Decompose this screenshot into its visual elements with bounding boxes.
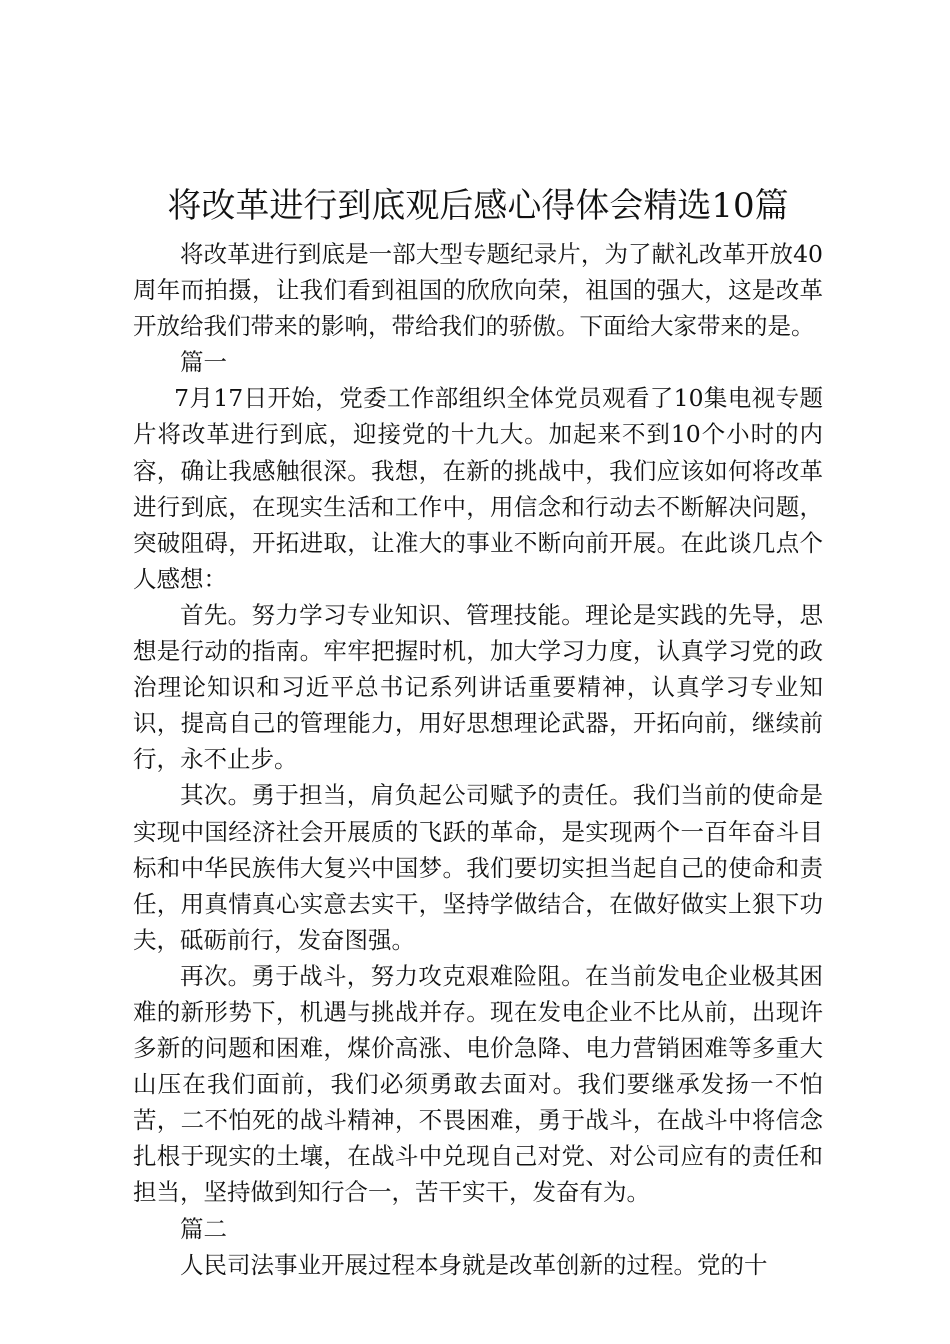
body-paragraph: 再次。勇于战斗，努力攻克艰难险阻。在当前发电企业极其困难的新形势下，机遇与挑战并存。现在发电企业不比从前，出现许多新的问题和困难，煤价高涨、电价急降、电力营销困难等多重大山压在我们面前，我们必须勇敢去面对。我们要继承发扬一不怕苦，二不怕死的战斗精神，不畏困难，勇于战斗，在战斗中将信念扎根于现实的土壤，在战斗中兑现自己对党、对公司应有的责任和担当，坚持做到知行合一，苦干实干，发奋有为。 (133, 961, 823, 1207)
body-paragraph: 首先。努力学习专业知识、管理技能。理论是实践的先导，思想是行动的指南。牢牢把握时机，加大学习力度，认真学习党的政治理论知识和习近平总书记系列讲话重要精神，认真学习专业知识，提高自己的管理能力，用好思想理论武器，开拓向前，继续前行，永不止步。 (133, 600, 823, 774)
intro-paragraph: 将改革进行到底是一部大型专题纪录片，为了献礼改革开放40周年而拍摄，让我们看到祖国的欣欣向荣，祖国的强大，这是改革开放给我们带来的影响，带给我们的骄傲。下面给大家带来的是。 (133, 240, 823, 341)
section-heading-two: 篇二 (180, 1214, 227, 1243)
section-heading-one: 篇一 (180, 348, 227, 377)
document-page (133, 180, 823, 1283)
body-paragraph: 人民司法事业开展过程本身就是改革创新的过程。党的十 (180, 1250, 768, 1279)
body-paragraph: 其次。勇于担当，肩负起公司赋予的责任。我们当前的使命是实现中国经济社会开展质的飞跃的革命，是实现两个一百年奋斗目标和中华民族伟大复兴中国梦。我们要切实担当起自己的使命和责任，用真情真心实意去实干，坚持学做结合，在做好做实上狠下功夫，砥砺前行，发奋图强。 (133, 781, 823, 954)
body-paragraph: 7月17日开始，党委工作部组织全体党员观看了10集电视专题片将改革进行到底，迎接党的十九大。加起来不到10个小时的内容，确让我感触很深。我想，在新的挑战中，我们应该如何将改革进行到底，在现实生活和工作中，用信念和行动去不断解决问题，突破阻碍，开拓进取，让准大的事业不断向前开展。在此谈几点个人感想： (133, 384, 823, 593)
document-title: 将改革进行到底观后感心得体会精选10篇 (167, 186, 789, 226)
